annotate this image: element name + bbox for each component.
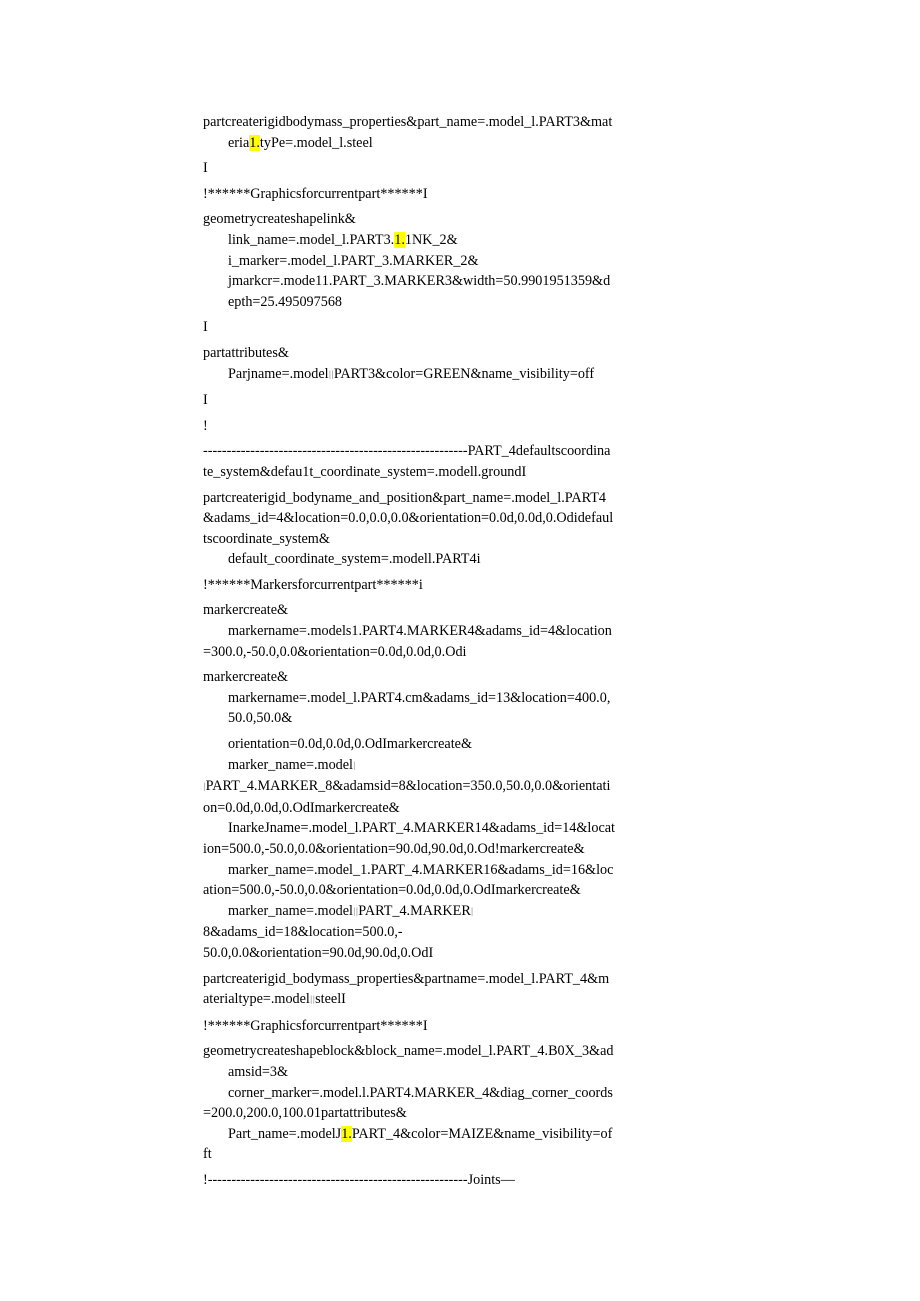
paragraph xyxy=(203,1041,663,1165)
text-line xyxy=(203,708,663,729)
text-line xyxy=(203,880,663,901)
text-segment: &adams_id=4&location=0.0,0.0,0.0&orientation=0.0d,0.0d,0.Odidefaul xyxy=(203,510,614,527)
text-line xyxy=(203,776,663,798)
text-segment: I xyxy=(203,160,208,177)
text-line xyxy=(203,416,663,437)
text-segment: PART_4.MARKER xyxy=(358,902,471,919)
text-line xyxy=(203,1062,663,1083)
text-line xyxy=(203,441,663,462)
text-line xyxy=(203,1144,663,1165)
text-line xyxy=(203,688,663,709)
text-segment: on=0.0d,0.0d,0.OdImarkercreate& xyxy=(203,799,400,816)
text-line xyxy=(203,839,663,860)
text-line xyxy=(203,271,663,292)
text-segment: 50.0,50.0& xyxy=(228,710,293,727)
text-segment: i_marker=.model_l.PART_3.MARKER_2& xyxy=(228,252,479,269)
text-segment: amsid=3& xyxy=(228,1063,289,1080)
text-segment: orientation=0.0d,0.0d,0.OdImarkercreate& xyxy=(228,736,472,753)
ocr-artifact-mark: ∣∣ xyxy=(353,906,359,917)
paragraph xyxy=(203,209,663,312)
text-line xyxy=(203,818,663,839)
text-segment: marker_name=.model xyxy=(228,756,353,773)
text-line xyxy=(203,989,663,1011)
text-line xyxy=(203,860,663,881)
text-segment: Part_name=.modelJ xyxy=(228,1125,342,1142)
text-line xyxy=(203,798,663,819)
paragraph xyxy=(203,441,663,482)
text-line xyxy=(203,1041,663,1062)
text-segment: epth=25.495097568 xyxy=(228,293,343,310)
text-segment: --------------------------------------------------------PART_4defaultscoordina xyxy=(203,443,611,460)
text-segment: eria xyxy=(228,134,250,151)
text-line xyxy=(203,343,663,364)
document-body xyxy=(203,112,663,1196)
paragraph xyxy=(203,416,663,437)
text-segment: InarkeJname=.model_l.PART_4.MARKER14&adams_id=14&locat xyxy=(228,820,616,837)
text-segment: partcreaterigid_bodymass_properties&partname=.model_l.PART_4&m xyxy=(203,970,610,987)
text-line xyxy=(203,621,663,642)
text-line xyxy=(203,1103,663,1124)
text-line xyxy=(203,133,663,154)
text-segment: markercreate& xyxy=(203,602,289,619)
text-line xyxy=(203,529,663,550)
text-segment: geometrycreateshapelink& xyxy=(203,211,356,228)
text-segment: PART3&color=GREEN&name_visibility=off xyxy=(333,365,595,382)
text-line xyxy=(203,1124,663,1145)
text-segment: markername=.models1.PART4.MARKER4&adams_id=4&location xyxy=(228,623,612,640)
text-line xyxy=(203,1083,663,1104)
text-segment: I xyxy=(203,392,208,409)
paragraph xyxy=(203,317,663,338)
text-line xyxy=(203,292,663,313)
text-segment: ation=500.0,-50.0,0.0&orientation=0.0d,0.0d,0.OdImarkercreate& xyxy=(203,882,581,899)
text-line xyxy=(203,112,663,133)
text-line xyxy=(203,549,663,570)
text-line xyxy=(203,642,663,663)
text-line xyxy=(203,317,663,338)
text-line xyxy=(203,251,663,272)
text-segment: tyPe=.model_l.steel xyxy=(259,134,373,151)
paragraph xyxy=(203,184,663,205)
text-line xyxy=(203,943,663,964)
text-segment: !******Markersforcurrentpart******i xyxy=(203,576,423,593)
text-line xyxy=(203,922,663,943)
text-line xyxy=(203,184,663,205)
text-segment: aterialtype=.model xyxy=(203,991,310,1008)
paragraph xyxy=(203,1016,663,1037)
paragraph xyxy=(203,734,663,964)
text-line xyxy=(203,969,663,990)
text-segment: !******Graphicsforcurrentpart******I xyxy=(203,185,428,202)
text-segment: partcreaterigid_bodyname_and_position&part_name=.model_l.PART4 xyxy=(203,489,606,506)
text-line xyxy=(203,390,663,411)
text-segment: marker_name=.model xyxy=(228,902,353,919)
text-line xyxy=(203,158,663,179)
text-line xyxy=(203,1016,663,1037)
text-segment: =200.0,200.0,100.01partattributes& xyxy=(203,1105,407,1122)
text-segment: markername=.model_l.PART4.cm&adams_id=13&location=400.0, xyxy=(228,689,611,706)
text-line xyxy=(203,508,663,529)
text-line xyxy=(203,230,663,251)
text-segment: corner_marker=.model.l.PART4.MARKER_4&diag_corner_coords xyxy=(228,1084,613,1101)
text-line xyxy=(203,901,663,923)
paragraph xyxy=(203,969,663,1011)
text-segment: 50.0,0.0&orientation=90.0d,90.0d,0.OdI xyxy=(203,944,434,961)
text-segment: PART_4&color=MAIZE&name_visibility=of xyxy=(351,1125,613,1142)
paragraph xyxy=(203,158,663,179)
paragraph xyxy=(203,488,663,570)
paragraph xyxy=(203,343,663,385)
text-line xyxy=(203,600,663,621)
text-segment: partattributes& xyxy=(203,344,289,361)
ocr-artifact-mark: ∣ xyxy=(470,906,474,917)
text-segment: Parjname=.model xyxy=(228,365,329,382)
text-segment: =300.0,-50.0,0.0&orientation=0.0d,0.0d,0.Odi xyxy=(203,643,467,660)
text-segment: steelI xyxy=(315,991,346,1008)
text-segment: marker_name=.model_1.PART_4.MARKER16&adams_id=16&loc xyxy=(228,861,614,878)
text-segment: 1NK_2& xyxy=(404,231,458,248)
highlighted-text: 1. xyxy=(249,134,260,151)
text-line xyxy=(203,462,663,483)
text-segment: !******Graphicsforcurrentpart******I xyxy=(203,1017,428,1034)
paragraph xyxy=(203,1170,663,1191)
text-segment: link_name=.model_l.PART3. xyxy=(228,231,395,248)
ocr-artifact-mark: ∣∣ xyxy=(309,995,316,1006)
paragraph xyxy=(203,667,663,729)
text-segment: !-------------------------------------------------------Joints— xyxy=(203,1171,515,1188)
text-line xyxy=(203,364,663,386)
ocr-artifact-mark: ∣ xyxy=(203,782,206,793)
text-segment: markercreate& xyxy=(203,669,289,686)
highlighted-text: 1. xyxy=(341,1125,352,1142)
paragraph xyxy=(203,390,663,411)
text-segment: 8&adams_id=18&location=500.0,- xyxy=(203,924,403,941)
text-segment: te_system&defau1t_coordinate_system=.modell.groundI xyxy=(203,463,527,480)
text-segment: partcreaterigidbodymass_properties&part_name=.model_l.PART3&mat xyxy=(203,114,613,130)
text-line xyxy=(203,667,663,688)
text-segment: I xyxy=(203,319,208,336)
text-line xyxy=(203,1170,663,1191)
text-segment: geometrycreateshapeblock&block_name=.model_l.PART_4.B0X_3&ad xyxy=(203,1043,614,1060)
text-segment: ! xyxy=(203,417,208,434)
text-segment: PART_4.MARKER_8&adamsid=8&location=350.0,50.0,0.0&orientati xyxy=(205,778,611,795)
paragraph xyxy=(203,575,663,596)
text-line xyxy=(203,209,663,230)
highlighted-text: 1. xyxy=(394,231,405,248)
text-line xyxy=(203,575,663,596)
text-line xyxy=(203,755,663,777)
ocr-artifact-mark: ∣∣ xyxy=(328,369,334,380)
paragraph xyxy=(203,112,663,153)
paragraph xyxy=(203,600,663,662)
text-line xyxy=(203,734,663,755)
text-segment: ft xyxy=(203,1146,212,1163)
text-segment: tscoordinate_system& xyxy=(203,530,330,547)
text-segment: ion=500.0,-50.0,0.0&orientation=90.0d,90.0d,0.Od!markercreate& xyxy=(203,841,585,857)
text-segment: default_coordinate_system=.modell.PART4i xyxy=(228,551,481,568)
text-line xyxy=(203,488,663,509)
text-segment: jmarkcr=.mode11.PART_3.MARKER3&width=50.9901951359&d xyxy=(228,273,611,290)
ocr-artifact-mark: ∣ xyxy=(353,760,356,771)
